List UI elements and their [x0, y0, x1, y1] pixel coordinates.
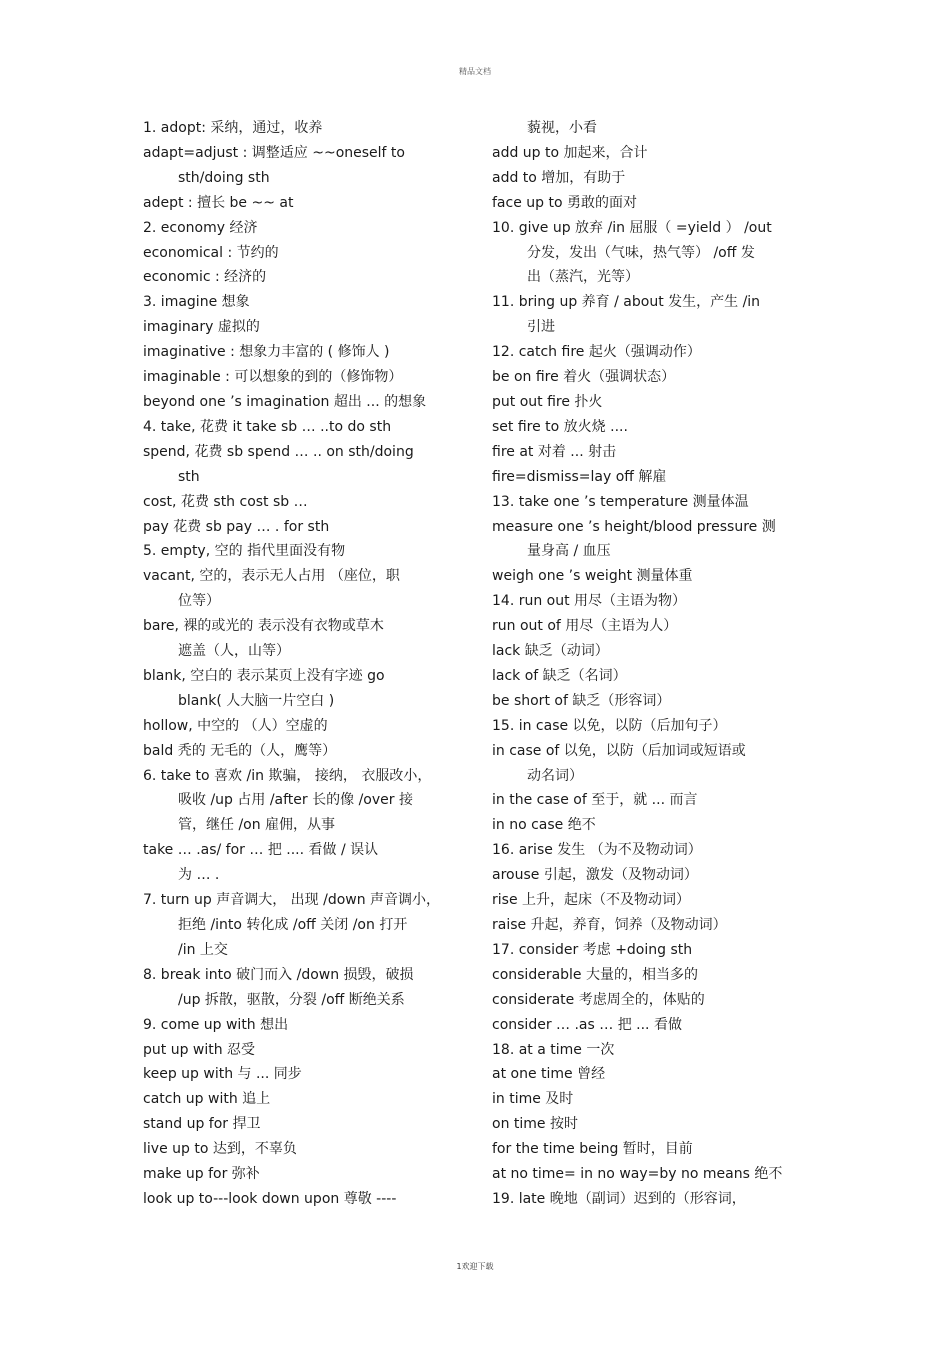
vocab-line: 分发，发出（气味，热气等） /off 发 — [527, 244, 755, 261]
vocab-line: adapt=adjust : 调整适应 ~~oneself to — [143, 144, 405, 161]
vocab-line: in case of 以免，以防（后加词或短语或 — [492, 742, 746, 759]
vocab-line: take … .as/ for … 把 .... 看做 / 误认 — [143, 842, 379, 859]
vocab-line: /in 上交 — [178, 941, 228, 958]
vocab-line: live up to 达到，不辜负 — [143, 1141, 297, 1158]
vocab-line: fire=dismiss=lay off 解雇 — [492, 468, 667, 485]
vocab-line: face up to 勇敢的面对 — [492, 194, 637, 211]
vocab-line: 动名词） — [527, 767, 583, 784]
vocab-line: put up with 忍受 — [143, 1041, 256, 1058]
vocab-line: 6. take to 喜欢 /in 欺骗， 接纳， 衣服改小， — [143, 767, 432, 784]
vocab-line: 引进 — [527, 319, 555, 336]
page-footer: 1欢迎下载 — [456, 1262, 494, 1271]
vocab-line: blank( 人大脑一片空白 ) — [178, 692, 335, 709]
vocab-line: /up 拆散，驱散，分裂 /off 断绝关系 — [178, 991, 405, 1008]
vocab-line: consider … .as … 把 ... 看做 — [492, 1016, 682, 1033]
vocab-line: arouse 引起，激发（及物动词） — [492, 867, 698, 884]
vocab-line: economic : 经济的 — [143, 269, 267, 286]
vocab-line: 2. economy 经济 — [143, 219, 258, 236]
vocab-line: 拒绝 /into 转化成 /off 关闭 /on 打开 — [178, 917, 408, 933]
vocab-line: in no case 绝不 — [492, 817, 596, 834]
vocab-line: 量身高 / 血压 — [527, 543, 611, 560]
vocab-line: 8. break into 破门而入 /down 损毁，破损 — [143, 966, 414, 983]
vocab-line: keep up with 与 ... 同步 — [143, 1066, 302, 1083]
vocab-line: 15. in case 以免，以防（后加句子） — [492, 717, 727, 734]
vocab-line: 12. catch fire 起火（强调动作） — [492, 344, 701, 361]
vocab-line: stand up for 捍卫 — [143, 1116, 261, 1133]
vocab-line: spend, 花费 sb spend … .. on sth/doing — [143, 443, 414, 460]
vocab-line: 18. at a time 一次 — [492, 1041, 615, 1058]
vocab-line: 为 … . — [178, 867, 220, 884]
vocab-line: sth — [178, 468, 200, 485]
vocab-line: run out of 用尽（主语为人） — [492, 618, 678, 635]
vocab-line: blank, 空白的 表示某页上没有字迹 go — [143, 667, 385, 684]
vocab-line: bald 秃的 无毛的（人，鹰等） — [143, 742, 337, 759]
vocab-line: add to 增加，有助于 — [492, 169, 626, 186]
vocab-line: lack 缺乏（动词） — [492, 643, 609, 660]
vocab-line: on time 按时 — [492, 1116, 578, 1133]
vocab-line: measure one ’s height/blood pressure 测 — [492, 518, 776, 535]
vocab-line: 位等） — [178, 593, 220, 610]
vocab-line: weigh one ’s weight 测量体重 — [492, 568, 693, 585]
vocab-line: 藐视，小看 — [527, 120, 597, 136]
vocab-line: 13. take one ’s temperature 测量体温 — [492, 493, 749, 510]
vocab-line: 14. run out 用尽（主语为物） — [492, 593, 687, 610]
vocab-line: 出（蒸汽，光等） — [527, 269, 639, 286]
vocab-line: rise 上升，起床（不及物动词） — [492, 892, 691, 909]
vocab-line: bare, 裸的或光的 表示没有衣物或草木 — [143, 618, 384, 635]
vocab-line: 7. turn up 声音调大， 出现 /down 声音调小， — [143, 892, 441, 909]
vocab-line: fire at 对着 ... 射击 — [492, 443, 617, 460]
vocab-line: look up to---look down upon 尊敬 ---- — [143, 1190, 397, 1207]
vocab-line: sth/doing sth — [178, 169, 270, 186]
vocab-line: in the case of 至于，就 ... 而言 — [492, 792, 698, 809]
vocab-line: 1. adopt: 采纳，通过，收养 — [143, 120, 323, 136]
vocab-line: considerable 大量的，相当多的 — [492, 966, 698, 983]
page-header: 精品文档 — [459, 67, 491, 76]
vocab-line: be on fire 着火（强调状态） — [492, 369, 676, 386]
vocab-line: 9. come up with 想出 — [143, 1016, 289, 1033]
vocab-line: 10. give up 放弃 /in 屈服（ =yield ） /out — [492, 219, 772, 236]
vocab-line: 17. consider 考虑 +doing sth — [492, 941, 693, 958]
right-column — [492, 116, 810, 1212]
vocab-line: imaginable : 可以想象的到的（修饰物） — [143, 369, 403, 386]
vocab-line: raise 升起，养育，饲养（及物动词） — [492, 917, 727, 933]
vocab-line: vacant, 空的，表示无人占用 （座位，职 — [143, 568, 400, 585]
vocab-line: be short of 缺乏（形容词） — [492, 692, 671, 709]
vocab-line: cost, 花费 sth cost sb … — [143, 493, 308, 510]
vocab-line: 5. empty, 空的 指代里面没有物 — [143, 543, 346, 560]
vocab-line: set fire to 放火烧 .... — [492, 418, 628, 435]
vocab-line: catch up with 追上 — [143, 1091, 271, 1108]
vocab-line: at no time= in no way=by no means 绝不 — [492, 1166, 783, 1183]
left-column — [143, 116, 463, 1212]
vocab-line: beyond one ’s imagination 超出 ... 的想象 — [143, 393, 427, 410]
vocab-line: imaginary 虚拟的 — [143, 319, 260, 336]
vocab-line: 3. imagine 想象 — [143, 294, 250, 311]
vocab-line: considerate 考虑周全的，体贴的 — [492, 991, 705, 1008]
vocab-line: 管，继任 /on 雇佣，从事 — [178, 817, 336, 834]
vocab-line: 11. bring up 养育 / about 发生，产生 /in — [492, 294, 761, 311]
vocab-line: 16. arise 发生 （为不及物动词） — [492, 842, 702, 859]
vocab-line: hollow, 中空的 （人）空虚的 — [143, 717, 328, 734]
vocab-line: lack of 缺乏（名词） — [492, 667, 627, 684]
vocab-line: economical : 节约的 — [143, 244, 279, 261]
vocab-line: in time 及时 — [492, 1091, 574, 1108]
vocab-line: pay 花费 sb pay … . for sth — [143, 518, 330, 535]
vocab-line: 19. late 晚地（副词）迟到的（形容词， — [492, 1190, 746, 1207]
vocab-line: for the time being 暂时，目前 — [492, 1141, 693, 1158]
vocab-line: add up to 加起来，合计 — [492, 144, 648, 161]
vocab-line: imaginative : 想象力丰富的 ( 修饰人 ) — [143, 344, 390, 361]
vocab-line: 4. take, 花费 it take sb … ..to do sth — [143, 418, 392, 435]
vocab-line: put out fire 扑火 — [492, 393, 603, 410]
vocab-line: 吸收 /up 占用 /after 长的像 /over 接 — [178, 792, 413, 809]
vocab-line: 遮盖（人，山等） — [178, 643, 290, 660]
vocab-line: at one time 曾经 — [492, 1066, 606, 1083]
vocab-line: adept : 擅长 be ~~ at — [143, 194, 294, 211]
vocab-line: make up for 弥补 — [143, 1166, 260, 1183]
